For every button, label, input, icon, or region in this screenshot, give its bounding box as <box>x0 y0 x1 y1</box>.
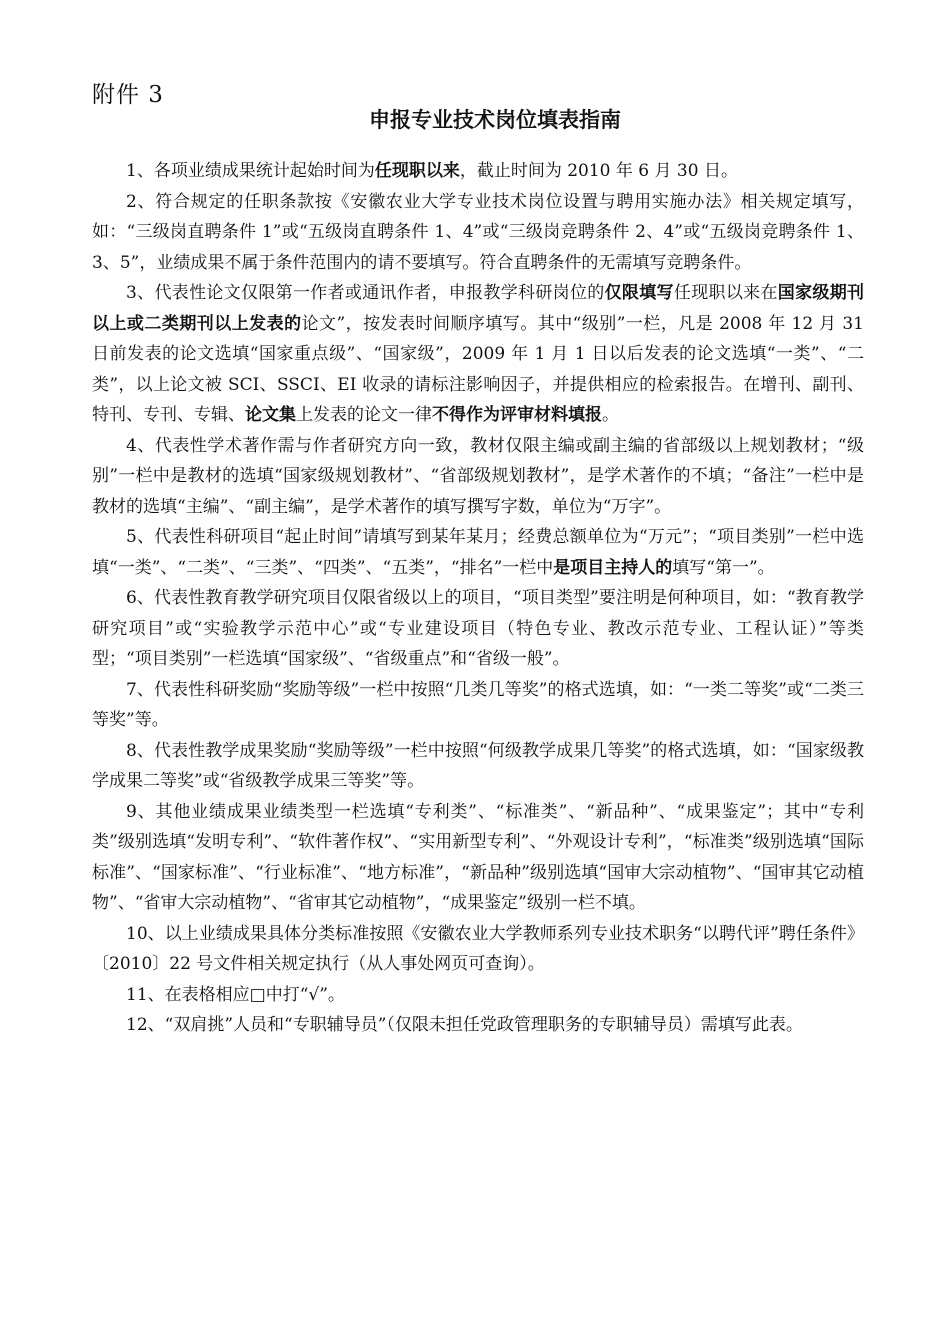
guide-item-5 <box>92 522 864 583</box>
emphasis-text: 是项目主持人的 <box>553 557 673 578</box>
emphasis-text: 不得作为评审材料填报 <box>432 405 602 425</box>
paragraph-text: ，截止时间为 2010 年 6 月 30 日。 <box>459 161 738 181</box>
guide-item-7 <box>92 675 864 736</box>
guide-item-6 <box>92 583 864 675</box>
attachment-label: 附件 3 <box>92 82 164 108</box>
guide-item-10 <box>92 919 864 980</box>
paragraph-text: 5、代表性科研项目“起止时间”请填写到某年某月；经费总额单位为“万元”；“项目类别”一栏中选填“一类”、“二类”、“三类”、“四类”、“五类”，“排名”一栏中 <box>92 527 864 578</box>
paragraph-text: 填写“第一”。 <box>672 557 775 578</box>
paragraph-text: 12、“双肩挑”人员和“专职辅导员”（仅限未担任党政管理职务的专职辅导员）需填写此表。 <box>126 1015 803 1035</box>
guide-item-12 <box>92 1010 864 1041</box>
guide-item-3 <box>92 278 864 431</box>
paragraph-text: 9、其他业绩成果业绩类型一栏选填“专利类”、“标准类”、“新品种”、“成果鉴定”；其中“专利类”级别选填“发明专利”、“软件著作权”、“实用新型专利”、“外观设计专利”，“标准类”级别选填“国际标准”、“国家标准”、“行业标准”、“地方标准”，“新品种”级别选填“国审大宗动植物”、“国审其它动植物”、“省审大宗动植物”、“省审其它动植物”，“成果鉴定”级别一栏不填。 <box>92 801 864 913</box>
document-title: 申报专业技术岗位填表指南 <box>369 108 621 132</box>
paragraph-text: 上发表的论文一律 <box>296 405 432 425</box>
document-body <box>92 156 864 1041</box>
emphasis-text: 任现职以来 <box>374 161 460 181</box>
guide-item-2 <box>92 187 864 279</box>
paragraph-text: 10、以上业绩成果具体分类标准按照《安徽农业大学教师系列专业技术职务“以聘代评”聘任条件》〔2010〕22 号文件相关规定执行（从人事处网页可查询）。 <box>92 923 864 974</box>
emphasis-text: 仅限填写 <box>604 283 674 303</box>
paragraph-text: 7、代表性科研奖励“奖励等级”一栏中按照“几类几等奖”的格式选填，如：“一类二等奖”或“二类三等奖”等。 <box>92 679 864 730</box>
emphasis-text: 论文集 <box>245 405 296 425</box>
paragraph-text: 。 <box>602 405 619 425</box>
paragraph-text: 论文”，按发表时间顺序填写。其中“级别”一栏，凡是 2008 年 12 月 31 日前发表的论文选填“国家重点级”、“国家级”，2009 年 1 月 1 日以后发表的论文选填“一类”、“二类”，以上论文被 SCI、SSCI、EI 收录的请标注影响因子，并提供相应的检索报告。在增刊、副刊、特刊、专刊、专辑、 <box>92 313 864 425</box>
paragraph-text: 6、代表性教育教学研究项目仅限省级以上的项目，“项目类型”要注明是何种项目，如：“教育教学研究项目”或“实验教学示范中心”或“专业建设项目（特色专业、教改示范专业、工程认证）”等类型；“项目类别”一栏选填“国家级”、“省级重点”和“省级一般”。 <box>92 588 864 669</box>
paragraph-text: 任现职以来在 <box>673 283 778 303</box>
paragraph-text: 3、代表性论文仅限第一作者或通讯作者，申报教学科研岗位的 <box>126 283 605 303</box>
guide-item-4 <box>92 431 864 523</box>
guide-item-11 <box>92 980 864 1011</box>
paragraph-text: 8、代表性教学成果奖励“奖励等级”一栏中按照“何级教学成果几等奖”的格式选填，如：“国家级教学成果二等奖”或“省级教学成果三等奖”等。 <box>92 740 864 791</box>
paragraph-text: 1、各项业绩成果统计起始时间为 <box>126 161 375 181</box>
guide-item-8 <box>92 736 864 797</box>
guide-item-1 <box>92 156 864 187</box>
paragraph-text: 4、代表性学术著作需与作者研究方向一致，教材仅限主编或副主编的省部级以上规划教材；“级别”一栏中是教材的选填“国家级规划教材”、“省部级规划教材”，是学术著作的不填；“备注”一栏中是教材的选填“主编”、“副主编”，是学术著作的填写撰写字数，单位为“万字”。 <box>92 435 864 517</box>
guide-item-9 <box>92 797 864 919</box>
emphasis-text: 国家级期刊以上或二类期刊以上发表的 <box>92 283 865 334</box>
paragraph-text: 11、在表格相应□中打“√”。 <box>126 984 345 1005</box>
paragraph-text: 2、符合规定的任职条款按《安徽农业大学专业技术岗位设置与聘用实施办法》相关规定填写，如：“三级岗直聘条件 1”或“五级岗直聘条件 1、4”或“三级岗竞聘条件 2、4”或“五级岗竞聘条件 1、3、5”，业绩成果不属于条件范围内的请不要填写。符合直聘条件的无需填写竞聘条件。 <box>92 191 864 273</box>
